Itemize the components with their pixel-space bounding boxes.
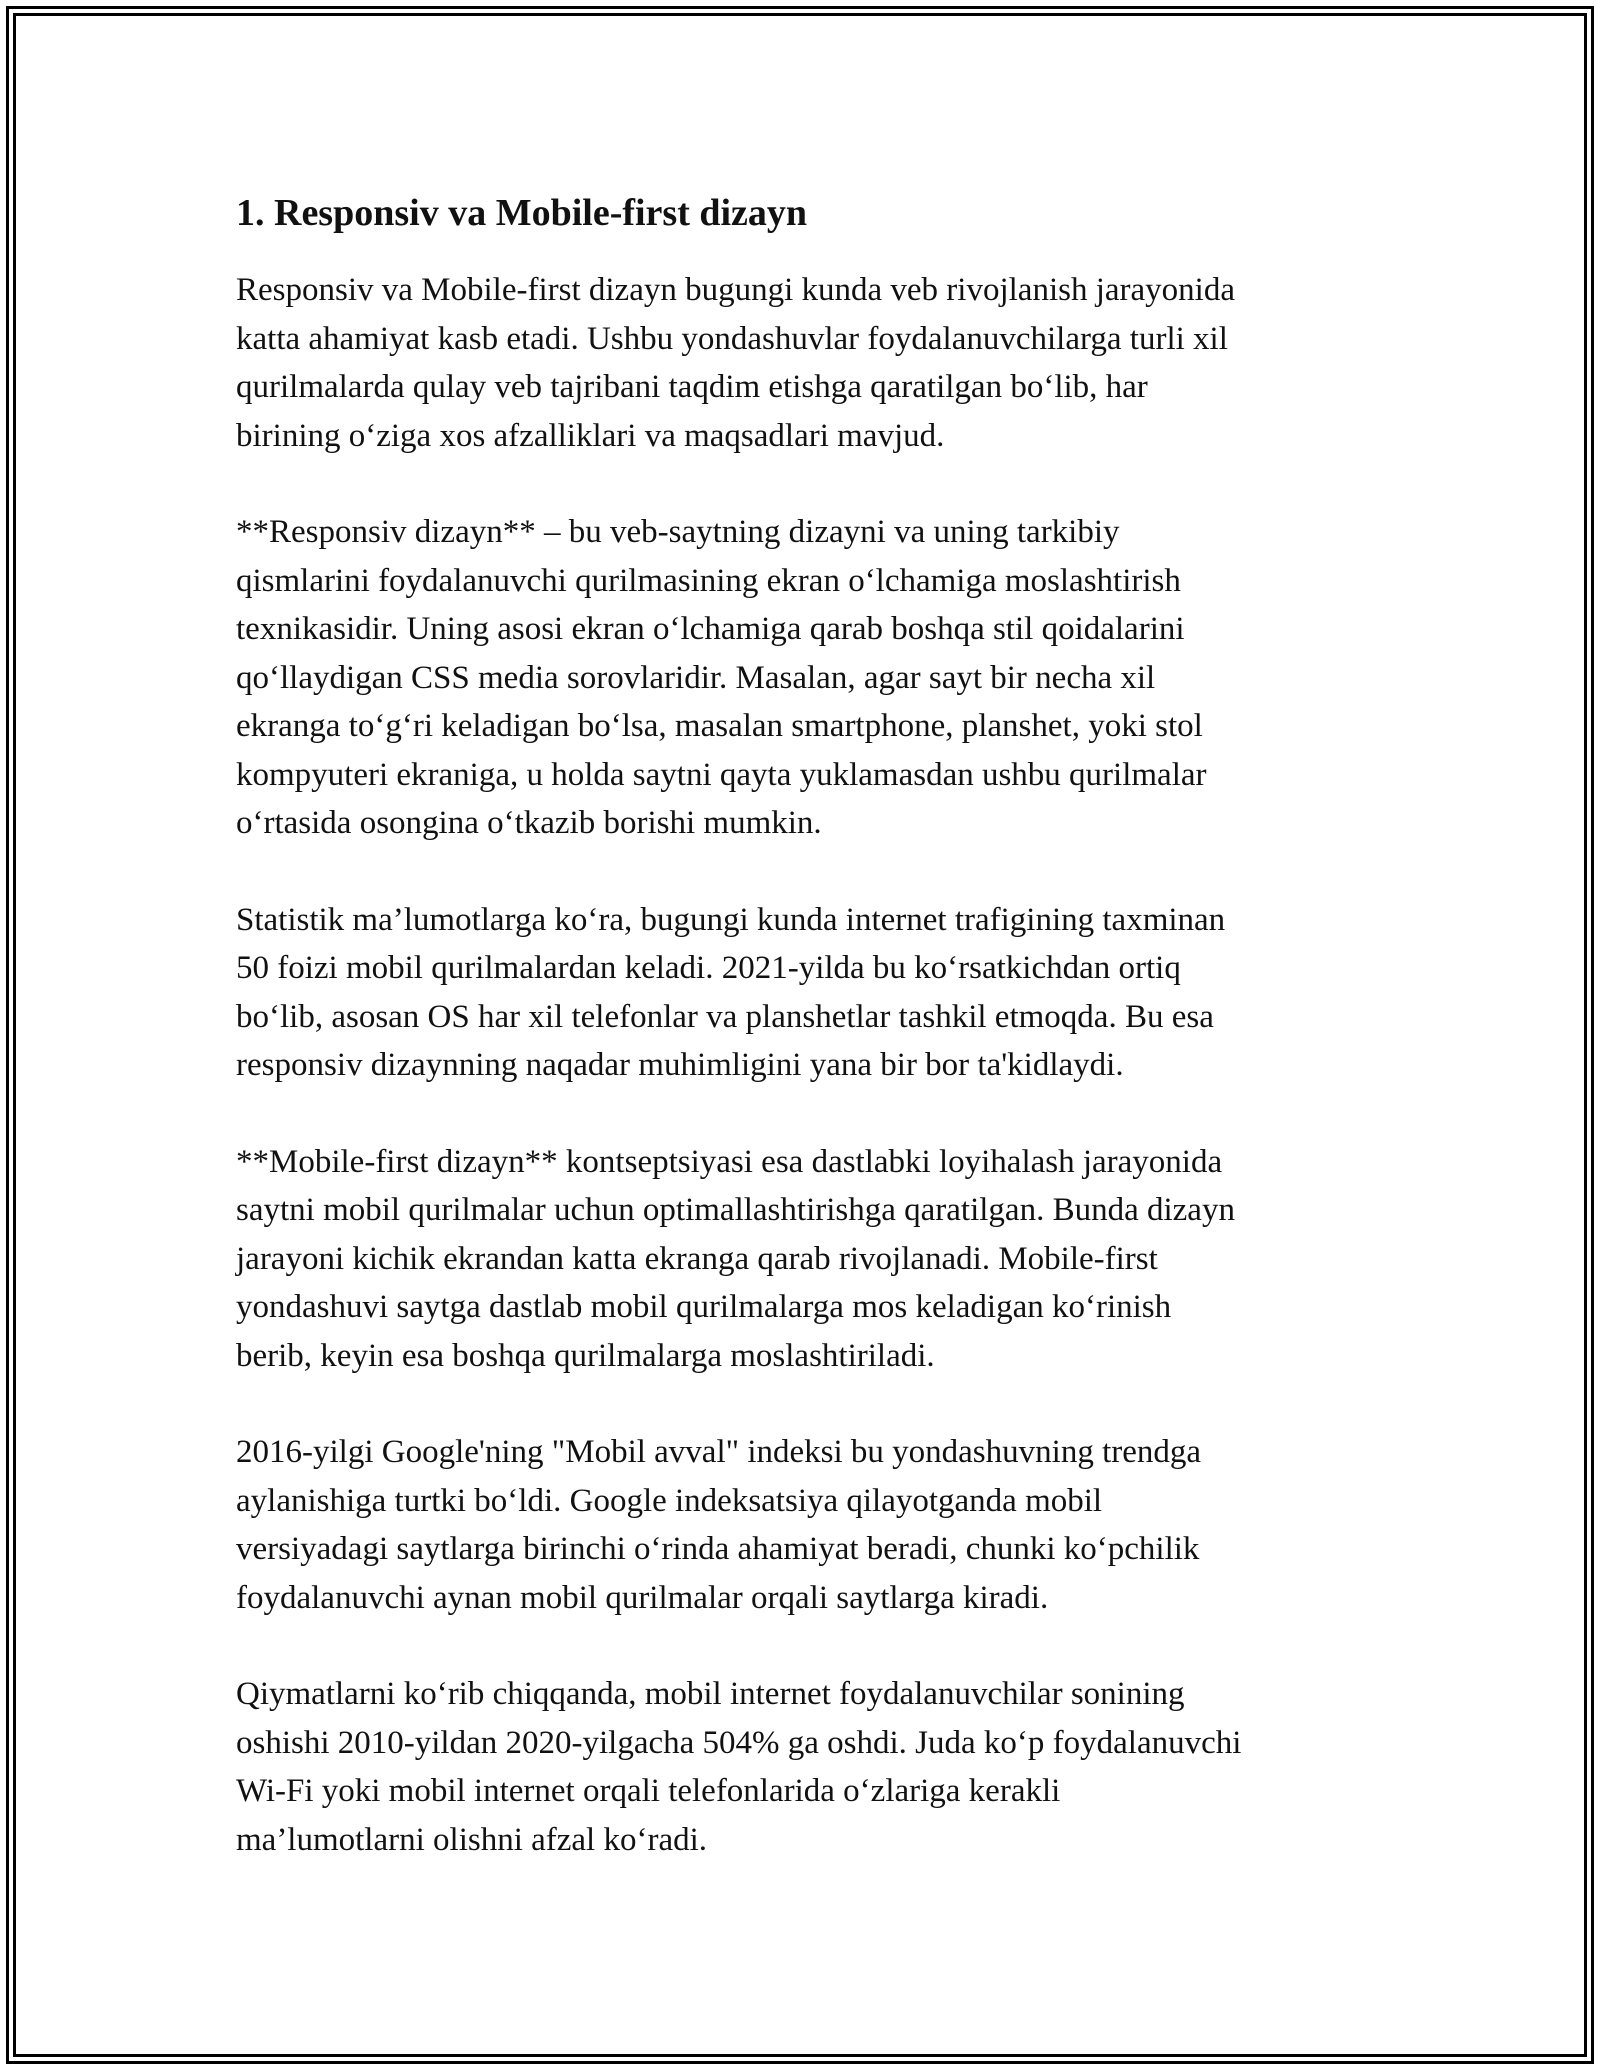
paragraph-google-index: 2016-yilgi Google'ning "Mobil avval" indeksi bu yondashuvning trendga aylanishiga turtki bo‘ldi. Google indeksatsiya qilayotganda mobil versiyadagi saytlarga birinchi o‘rinda ahamiyat beradi, chunki ko‘pchilik foydalanuvchi aynan mobil qurilmalar orqali saytlarga kiradi. [236, 1434, 1202, 1616]
paragraph-intro: Responsiv va Mobile-first dizayn bugungi kunda veb rivojlanish jarayonida katta ahamiyat kasb etadi. Ushbu yondashuvlar foydalanuvchilarga turli xil qurilmalarda qulay veb tajribani taqdim etishga qaratilgan bo‘lib, har birining o‘ziga xos afzalliklari va maqsadlari mavjud. [236, 272, 1235, 454]
document-body [236, 186, 1386, 1912]
paragraph-statistics: Statistik ma’lumotlarga ko‘ra, bugungi kunda internet trafigining taxminan 50 foizi mobil qurilmalardan keladi. 2021-yilda bu ko‘rsatkichdan ortiq bo‘lib, asosan OS har xil telefonlar va planshetlar tashkil etmoqda. Bu esa responsiv dizaynning naqadar muhimligini yana bir bor ta'kidlaydi. [236, 901, 1226, 1083]
section-heading: 1. Responsiv va Mobile-first dizayn [236, 192, 808, 234]
paragraph-growth: Qiymatlarni ko‘rib chiqqanda, mobil internet foydalanuvchilar sonining oshishi 2010-yildan 2020-yilgacha 504% ga oshdi. Juda ko‘p foydalanuvchi Wi-Fi yoki mobil internet orqali telefonlarida o‘zlariga kerakli ma’lumotlarni olishni afzal ko‘radi. [236, 1676, 1242, 1858]
paragraph-responsive-design: **Responsiv dizayn** – bu veb-saytning dizayni va uning tarkibiy qismlarini foydalanuvchi qurilmasining ekran o‘lchamiga moslashtirish texnikasidir. Uning asosi ekran o‘lchamiga qarab boshqa stil qoidalarini qo‘llaydigan CSS media sorovlaridir. Masalan, agar sayt bir necha xil ekranga to‘g‘ri keladigan bo‘lsa, masalan smartphone, planshet, yoki stol kompyuteri ekraniga, u holda saytni qayta yuklamasdan ushbu qurilmalar o‘rtasida osongina o‘tkazib borishi mumkin. [236, 514, 1207, 841]
paragraph-mobile-first: **Mobile-first dizayn** kontseptsiyasi esa dastlabki loyihalash jarayonida saytni mobil qurilmalar uchun optimallashtirishga qaratilgan. Bunda dizayn jarayoni kichik ekrandan katta ekranga qarab rivojlanadi. Mobile-first yondashuvi saytga dastlab mobil qurilmalarga mos keladigan ko‘rinish berib, keyin esa boshqa qurilmalarga moslashtiriladi. [236, 1143, 1235, 1374]
